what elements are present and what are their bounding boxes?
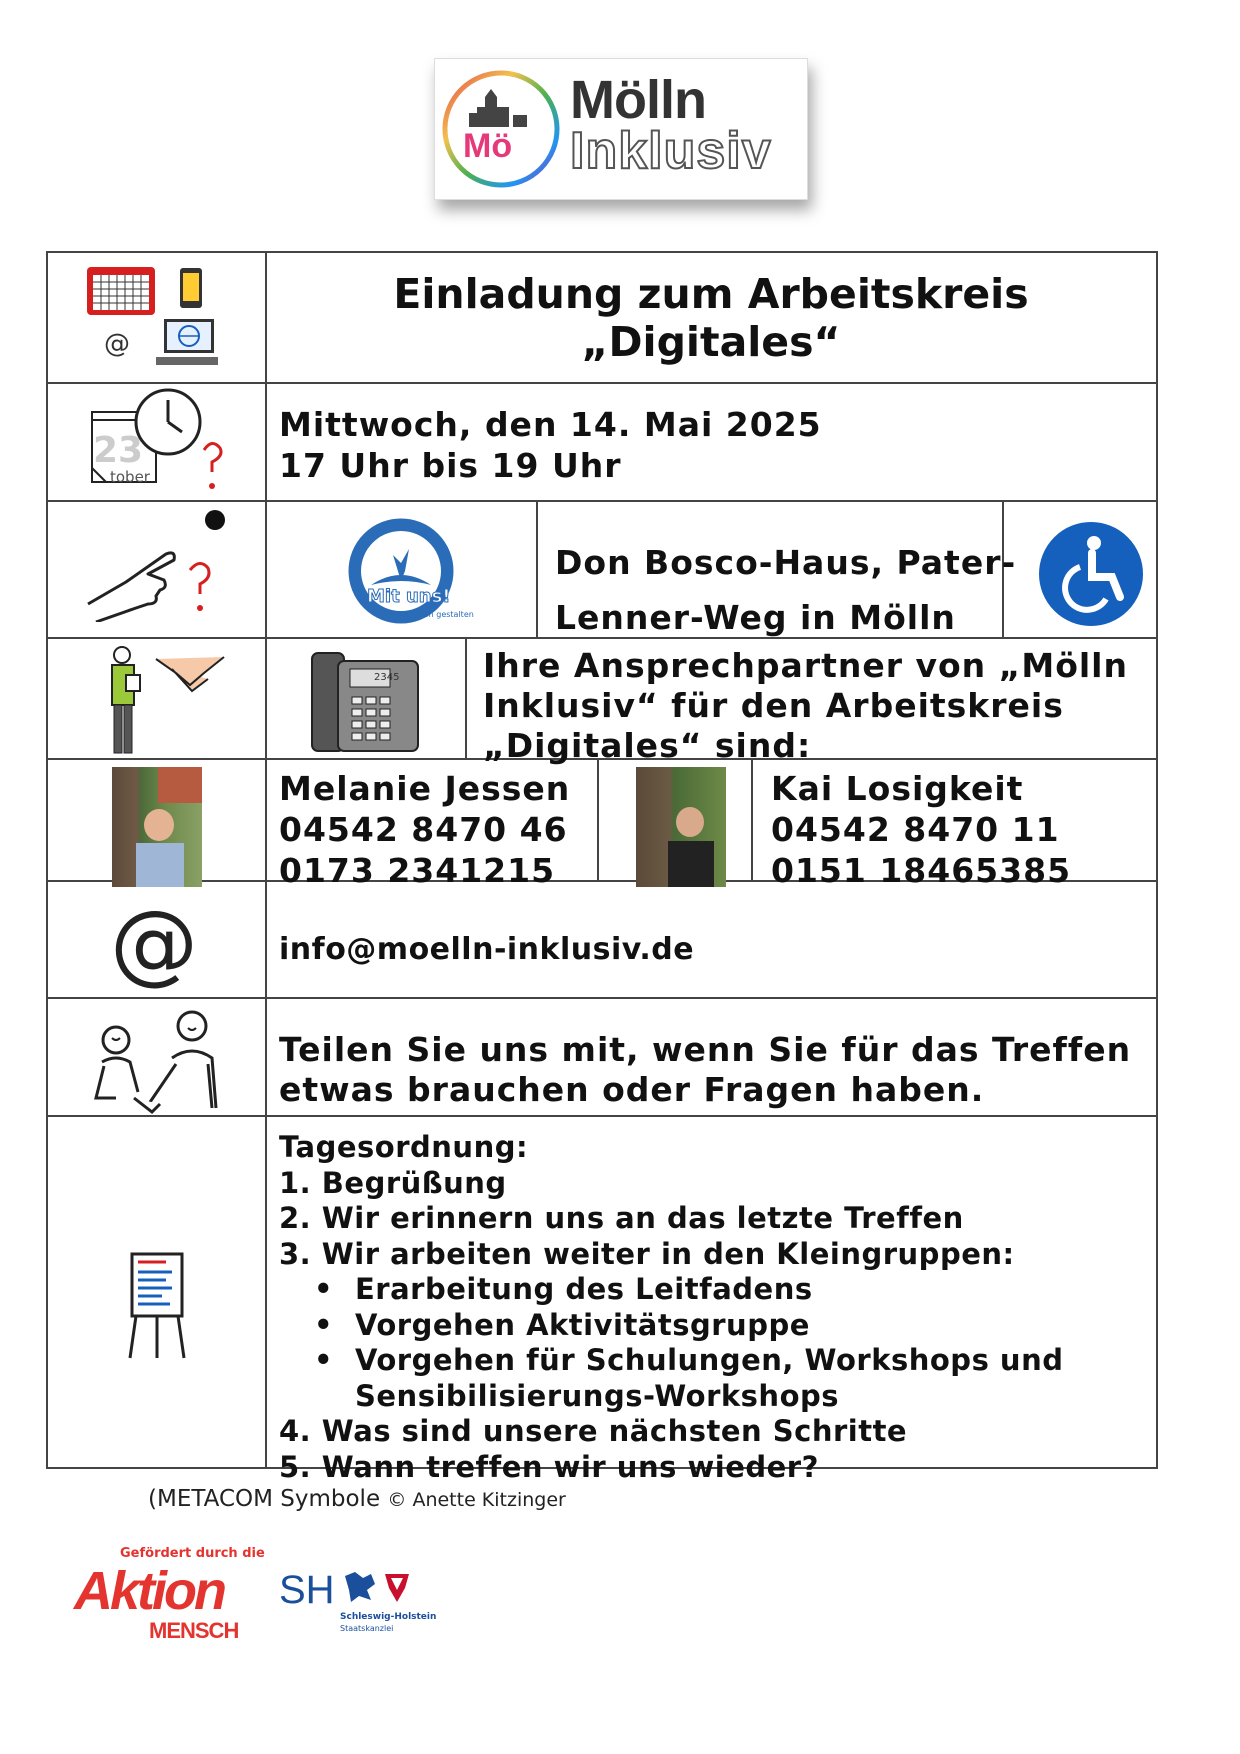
badge-sub-text: Inklusion gestalten xyxy=(398,610,474,619)
logo-line1: Mölln xyxy=(570,70,706,130)
phone-display-digits: 2345 xyxy=(374,672,400,683)
page-title xyxy=(268,270,1154,366)
sh-sub: Staatskanzlei xyxy=(340,1624,394,1633)
title-line-2: „Digitales“ xyxy=(581,318,841,366)
title-line-1: Einladung zum Arbeitskreis xyxy=(393,270,1029,318)
row-divider xyxy=(46,382,1158,384)
agenda-heading: Tagesordnung: xyxy=(279,1130,529,1164)
agenda-subitem-text: Vorgehen für Schulungen, Workshops und xyxy=(355,1343,1064,1377)
location-text xyxy=(555,535,1016,645)
contact-photo-kai xyxy=(636,767,726,887)
table-border-right xyxy=(1156,251,1158,1469)
people-helping-icon xyxy=(86,1008,230,1120)
column-divider xyxy=(751,758,753,882)
agenda-item: 1. Begrüßung xyxy=(279,1165,507,1200)
aktion-mensch-logo: Aktion xyxy=(74,1561,224,1621)
contact-photo-melanie xyxy=(112,767,202,887)
bullet-icon: • xyxy=(314,1272,334,1306)
contact-name: Melanie Jessen xyxy=(279,769,571,808)
contact-name: Kai Losigkeit xyxy=(771,769,1024,808)
contact-intro-text xyxy=(483,646,1128,766)
agenda-subitem-continuation: Sensibilisierungs-Workshops xyxy=(355,1378,840,1413)
credit-part-2: © Anette Kitzinger xyxy=(387,1489,566,1511)
column-divider xyxy=(597,758,599,882)
schleswig-holstein-coat-of-arms-icon xyxy=(341,1568,413,1608)
help-line-2: etwas brauchen oder Fragen haben. xyxy=(279,1070,985,1109)
table-border-top xyxy=(46,251,1158,253)
sponsor-logos xyxy=(64,1538,458,1652)
date-text xyxy=(279,404,822,486)
calendar-month: tober xyxy=(110,468,150,486)
logo-line2: Inklusiv xyxy=(570,122,772,180)
column-divider xyxy=(465,637,467,760)
contact-intro-line-1: Ihre Ansprechpartner von „Mölln xyxy=(483,646,1128,685)
date-line-1: Mittwoch, den 14. Mai 2025 xyxy=(279,405,822,444)
agenda-item: 4. Was sind unsere nächsten Schritte xyxy=(279,1414,908,1448)
desk-phone-icon xyxy=(310,647,420,755)
location-line-1: Don Bosco-Haus, Pater- xyxy=(555,543,1017,582)
agenda-subitem xyxy=(279,1272,1063,1308)
pointing-hand-question-icon xyxy=(86,532,226,622)
calendar-day: 23 xyxy=(93,430,144,471)
contact-kai xyxy=(771,768,1071,891)
location-line-2: Lenner-Weg in Mölln xyxy=(555,598,956,637)
agenda-subitem-text: Erarbeitung des Leitfadens xyxy=(355,1272,813,1306)
agenda-subitem xyxy=(279,1343,1063,1379)
contact-intro-line-2: Inklusiv“ für den Arbeitskreis xyxy=(483,686,1064,725)
badge-main-text: Mit uns! xyxy=(367,586,451,607)
person-handshake-icon xyxy=(100,645,230,757)
bullet-icon: • xyxy=(314,1307,334,1342)
bullet-icon: • xyxy=(314,1343,334,1377)
column-divider xyxy=(536,500,538,639)
sh-name: Schleswig-Holstein xyxy=(340,1612,437,1622)
email-address[interactable]: info@moelln-inklusiv.de xyxy=(279,932,695,967)
agenda-item: 2. Wir erinnern uns an das letzte Treffen xyxy=(279,1201,964,1235)
help-text xyxy=(279,1030,1131,1110)
moelln-inklusiv-logo xyxy=(434,58,808,200)
digital-devices-icon xyxy=(84,264,224,374)
logo-emblem-text: Mö xyxy=(463,127,513,165)
credit-part-1: (METACOM Symbole xyxy=(148,1486,381,1512)
flipchart-icon xyxy=(126,1250,190,1362)
table-border-left xyxy=(46,251,48,1469)
time-line: 17 Uhr bis 19 Uhr xyxy=(279,446,622,485)
contact-intro-line-3: „Digitales“ sind: xyxy=(483,726,812,765)
at-symbol-small: @ xyxy=(104,329,130,359)
black-dot-icon xyxy=(205,510,225,530)
email-at-icon: @ xyxy=(110,891,198,994)
contact-phone[interactable]: 04542 8470 11 xyxy=(771,810,1060,849)
aktion-mensch-sub: MENSCH xyxy=(149,1618,239,1643)
column-divider xyxy=(265,251,267,1469)
agenda-item: 3. Wir arbeiten weiter in den Kleingruppen: xyxy=(279,1236,1015,1271)
contact-mobile[interactable]: 0173 2341215 xyxy=(279,851,556,890)
wheelchair-accessible-icon xyxy=(1032,515,1150,633)
metacom-credit xyxy=(148,1486,566,1512)
contact-mobile[interactable]: 0151 18465385 xyxy=(771,851,1072,890)
sh-letters: SH xyxy=(279,1568,335,1612)
agenda xyxy=(279,1130,1063,1485)
row-divider xyxy=(46,997,1158,999)
agenda-subitem xyxy=(279,1308,1063,1344)
contact-melanie xyxy=(279,768,570,891)
agenda-item: 5. Wann treffen wir uns wieder? xyxy=(279,1449,819,1484)
contact-phone[interactable]: 04542 8470 46 xyxy=(279,810,568,849)
help-line-1: Teilen Sie uns mit, wenn Sie für das Treffen xyxy=(279,1030,1132,1069)
row-divider xyxy=(46,500,1158,502)
agenda-subitem-text: Vorgehen Aktivitätsgruppe xyxy=(355,1307,810,1342)
aktion-mensch-small-text: Gefördert durch die xyxy=(120,1546,265,1561)
